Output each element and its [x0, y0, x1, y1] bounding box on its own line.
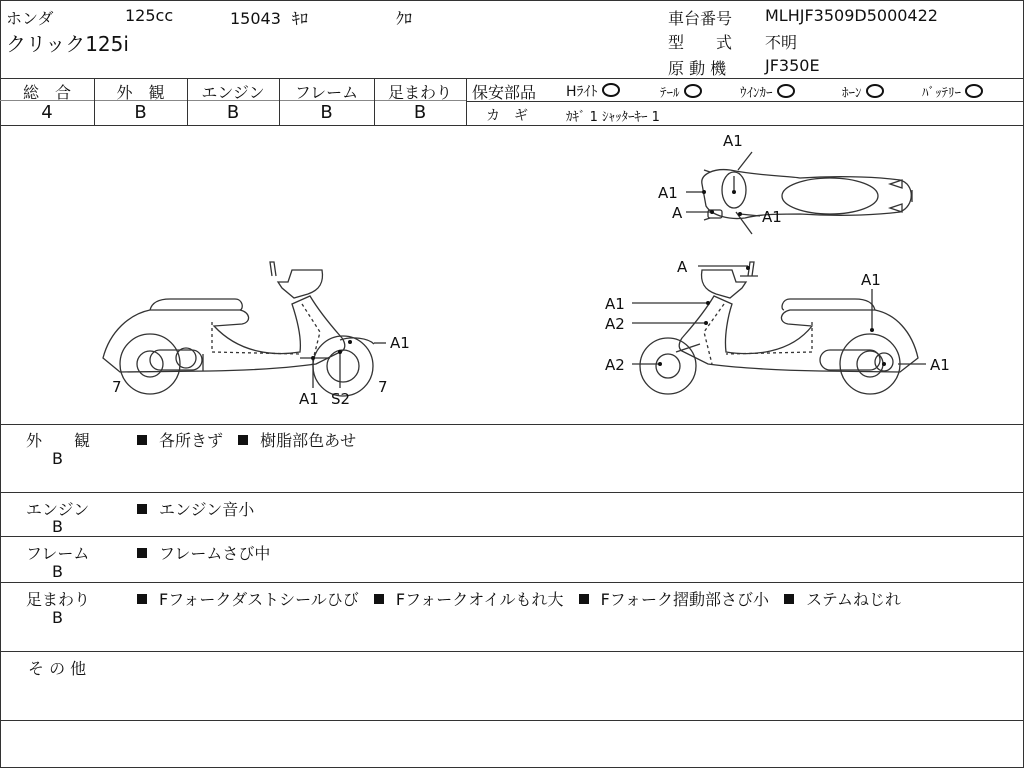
label-right-a1-rear: A1	[930, 356, 950, 374]
ok-circle-icon	[965, 84, 983, 98]
damage-dot	[738, 212, 742, 216]
displacement: 125cc	[125, 6, 174, 25]
maker: ホンダ	[6, 9, 54, 28]
grade-overall-value: 4	[41, 102, 53, 123]
damage-dot	[882, 362, 886, 366]
defect-item: 各所きず	[159, 431, 224, 450]
scooter-side-left	[103, 262, 374, 396]
ok-circle-icon	[777, 84, 795, 98]
damage-dot	[311, 356, 315, 360]
label-top-a1-top: A1	[723, 132, 743, 150]
key-value: ｶｷﾞ 1 ｼｬｯﾀｰｷｰ 1	[566, 110, 660, 125]
label-right-a2-mid: A2	[605, 315, 625, 333]
safety-item-tail: ﾃｰﾙ	[660, 82, 702, 101]
frame-number-label: 車台番号	[668, 9, 733, 28]
damage-dot	[702, 190, 706, 194]
detail-frame-label: フレーム	[26, 544, 90, 563]
detail-engine-items	[137, 497, 264, 520]
grade-frame-value: B	[320, 102, 333, 123]
detail-exterior-items	[137, 428, 366, 451]
safety-item-winker: ｳｲﾝｶｰ	[740, 82, 795, 101]
body-color: ｸﾛ	[396, 9, 413, 28]
bullet-square-icon	[579, 594, 589, 604]
damage-dot	[870, 328, 874, 332]
detail-other-label: そ の 他	[28, 659, 87, 678]
label-top-a-left: A	[672, 204, 683, 222]
defect-item: ステムねじれ	[806, 590, 901, 609]
bullet-square-icon	[137, 435, 147, 445]
bullet-square-icon	[137, 504, 147, 514]
detail-engine-grade: B	[52, 517, 63, 536]
mileage-unit: ｷﾛ	[292, 9, 309, 28]
label-left-7-right: 7	[378, 378, 388, 396]
label-top-a1-lower: A1	[762, 208, 782, 226]
safety-item-horn: ﾎｰﾝ	[842, 82, 884, 101]
detail-engine-label: エンジン	[26, 500, 90, 519]
ok-circle-icon	[602, 83, 620, 97]
grade-exterior-label: 外 観	[116, 83, 165, 102]
defect-item: フレームさび中	[159, 544, 271, 563]
label-left-s2-bottom: S2	[331, 390, 351, 408]
bullet-square-icon	[238, 435, 248, 445]
detail-frame-grade: B	[52, 562, 63, 581]
frame-number: MLHJF3509D5000422	[765, 6, 938, 25]
label-left-a1-right: A1	[390, 334, 410, 352]
engine-label: 原 動 機	[668, 59, 727, 78]
damage-dot	[658, 362, 662, 366]
defect-item: Fフォーク摺動部さび小	[600, 590, 769, 609]
bullet-square-icon	[374, 594, 384, 604]
detail-exterior-label: 外 観	[26, 431, 91, 450]
bullet-square-icon	[137, 594, 147, 604]
damage-dot	[746, 266, 750, 270]
mileage	[230, 6, 308, 29]
damage-dot	[732, 190, 736, 194]
detail-suspension-items	[137, 587, 911, 610]
grade-suspension-label: 足まわり	[387, 83, 452, 102]
detail-suspension-label: 足まわり	[26, 590, 91, 609]
bullet-square-icon	[784, 594, 794, 604]
damage-diagram	[0, 126, 1024, 424]
detail-frame-items	[137, 541, 280, 564]
bullet-square-icon	[137, 548, 147, 558]
model-name: クリック125i	[6, 32, 129, 56]
label-right-a-top: A	[677, 258, 688, 276]
key-label: カ ギ	[486, 108, 528, 124]
detail-exterior-grade: B	[52, 449, 63, 468]
label-right-a2-wheel: A2	[605, 356, 625, 374]
defect-item: Fフォークオイルもれ大	[395, 590, 564, 609]
engine-value: JF350E	[765, 56, 820, 75]
type-value: 不明	[765, 33, 798, 52]
label-right-a1-upper: A1	[605, 295, 625, 313]
safety-label: 保安部品	[472, 83, 537, 102]
mileage-value: 15043	[230, 9, 281, 28]
ok-circle-icon	[866, 84, 884, 98]
defect-item: 樹脂部色あせ	[260, 431, 357, 450]
safety-item-battery: ﾊﾞｯﾃﾘｰ	[922, 82, 983, 101]
damage-dot	[338, 350, 342, 354]
type-label: 型 式	[668, 33, 733, 52]
damage-dot	[710, 210, 714, 214]
grade-exterior-value: B	[134, 102, 147, 123]
damage-dot	[704, 321, 708, 325]
grade-suspension-value: B	[413, 102, 427, 123]
safety-item-headlight: Hﾗｲﾄ	[566, 81, 620, 101]
defect-item: Fフォークダストシールひび	[159, 590, 359, 609]
damage-dot	[348, 340, 352, 344]
defect-item: エンジン音小	[159, 500, 255, 519]
grade-overall-label: 総 合	[22, 83, 71, 102]
label-top-a1-left: A1	[658, 184, 678, 202]
label-right-a1-seat: A1	[861, 271, 881, 289]
label-left-a1-bottom: A1	[299, 390, 319, 408]
label-left-7: 7	[112, 378, 122, 396]
grade-frame-label: フレーム	[294, 83, 359, 102]
grade-engine-value: B	[226, 102, 240, 123]
grade-engine-label: エンジン	[201, 83, 265, 102]
detail-suspension-grade: B	[52, 608, 63, 627]
ok-circle-icon	[684, 84, 702, 98]
damage-dot	[706, 301, 710, 305]
